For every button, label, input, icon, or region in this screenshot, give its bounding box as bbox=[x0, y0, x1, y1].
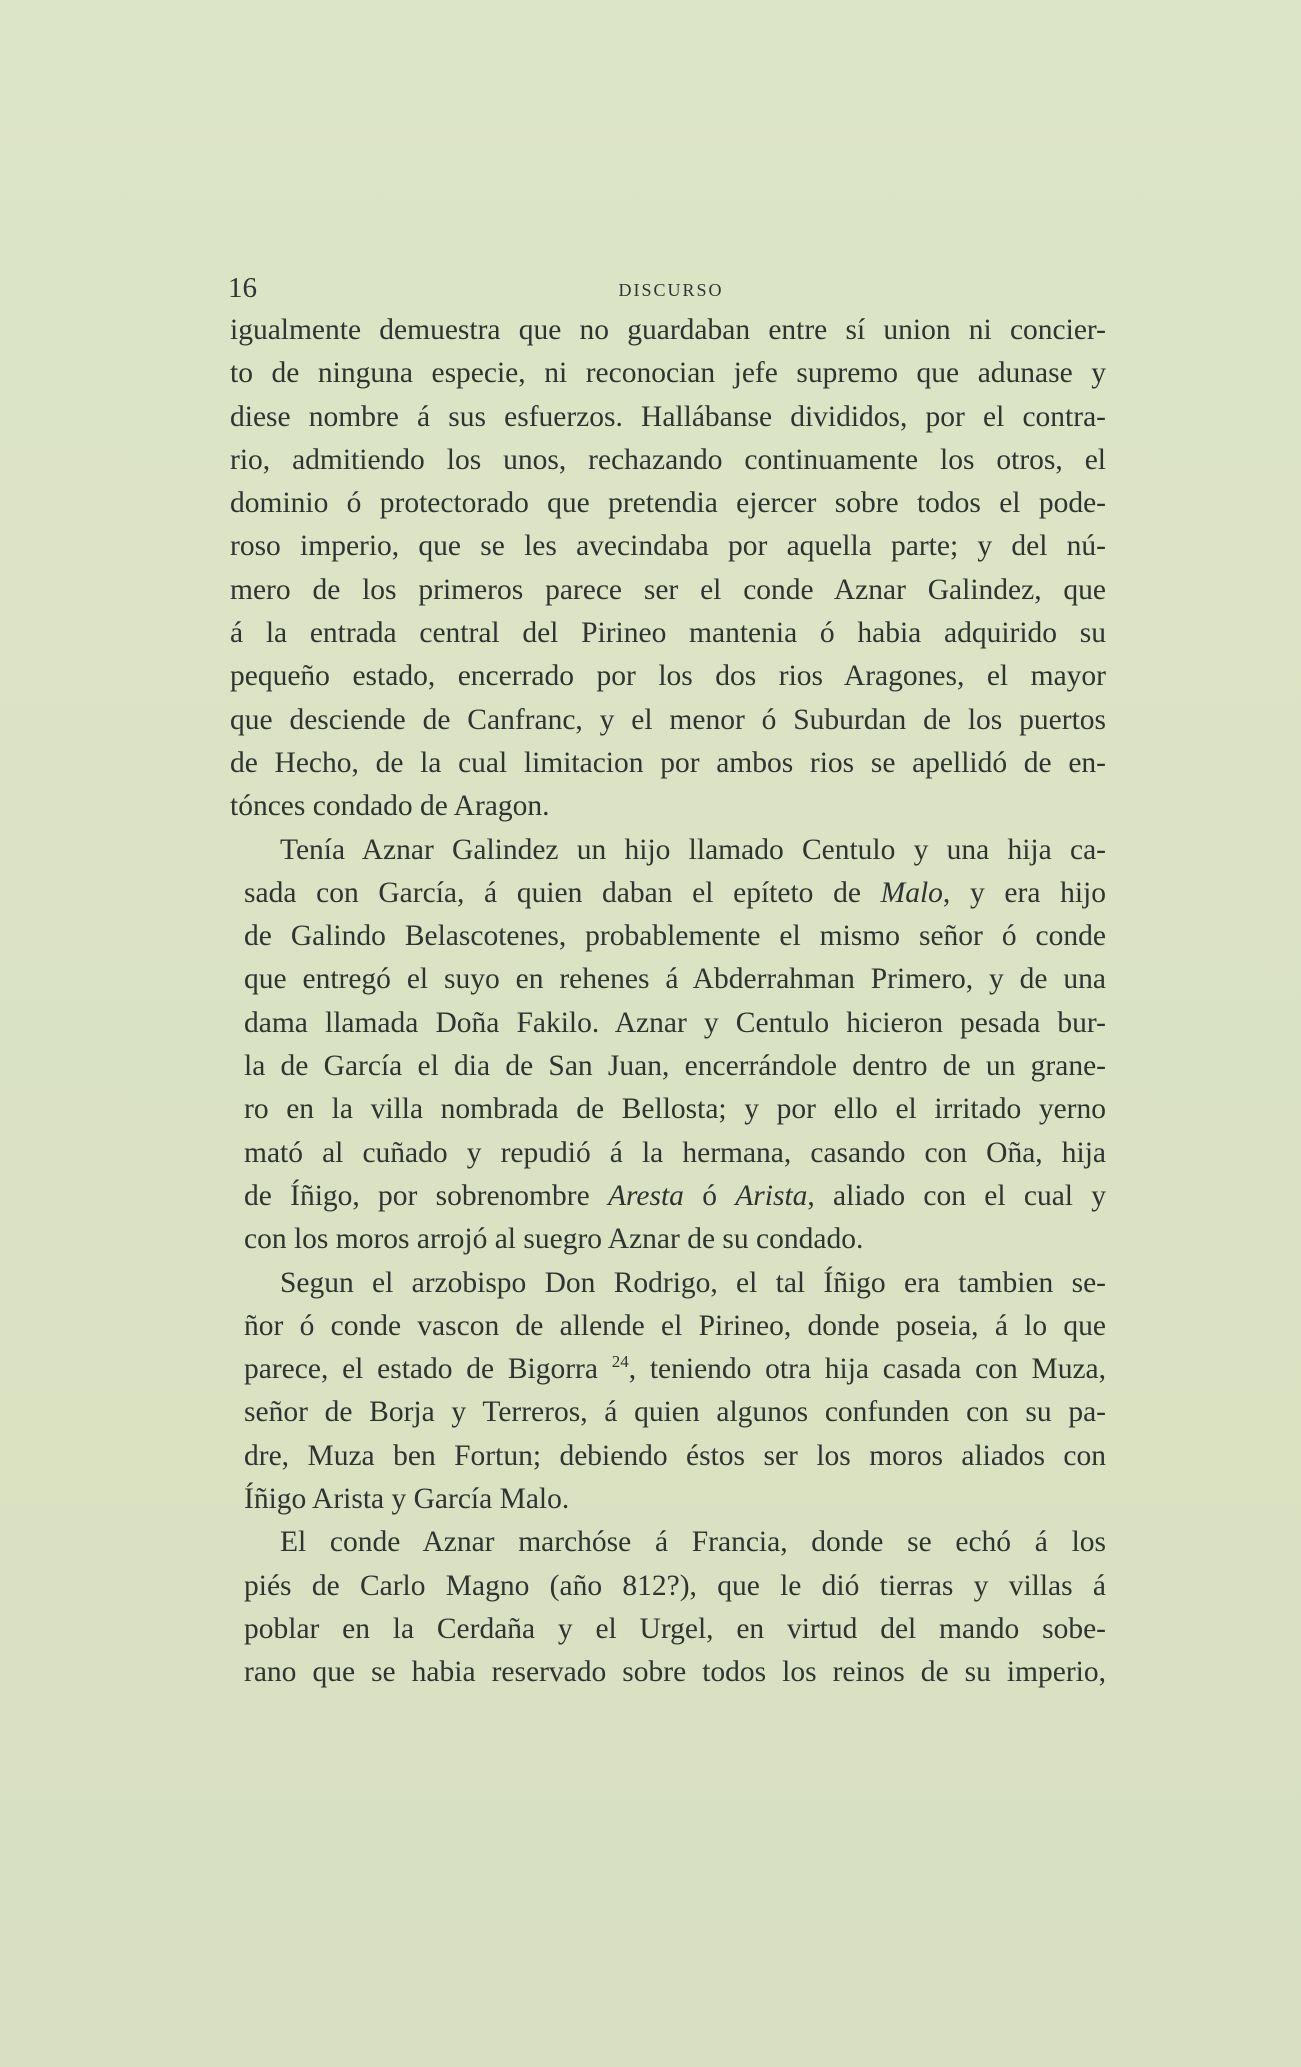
footnote-marker: 24 bbox=[611, 1352, 629, 1372]
text-line: to de ninguna especie, ni reconocian jefe supremo que adunase y bbox=[230, 357, 1106, 390]
text-line: ro en la villa nombrada de Bellosta; y por ello el irritado yerno bbox=[244, 1093, 1106, 1126]
text-line: mató al cuñado y repudió á la hermana, casando con Oña, hija bbox=[244, 1136, 1106, 1169]
text-line: á la entrada central del Pirineo mantenia ó habia adquirido su bbox=[230, 617, 1106, 650]
text-line: la de García el dia de San Juan, encerrándole dentro de un grane- bbox=[244, 1050, 1106, 1083]
text-line-mixed bbox=[230, 1175, 1106, 1218]
text-line: dre, Muza ben Fortun; debiendo éstos ser los moros aliados con bbox=[244, 1439, 1106, 1472]
text-segment: , y era hijo bbox=[942, 876, 1107, 909]
text-line: señor de Borja y Terreros, á quien algunos confunden con su pa- bbox=[244, 1396, 1106, 1429]
text-line: roso imperio, que se les avecindaba por aquella parte; y del nú- bbox=[230, 530, 1106, 563]
body-text bbox=[230, 309, 1106, 1695]
text-line: mero de los primeros parece ser el conde Aznar Galindez, que bbox=[230, 573, 1106, 606]
text-line: de Galindo Belascotenes, probablemente el mismo señor ó conde bbox=[244, 920, 1106, 953]
text-segment: sada con García, á quien daban el epíteto de bbox=[244, 876, 861, 909]
text-segment: , teniendo otra hija casada con Muza, bbox=[628, 1353, 1107, 1386]
text-line: El conde Aznar marchóse á Francia, donde se echó á los bbox=[280, 1526, 1106, 1559]
text-line: dama llamada Doña Fakilo. Aznar y Centulo hicieron pesada bur- bbox=[244, 1006, 1106, 1039]
running-head bbox=[228, 268, 1114, 308]
text-line-mixed bbox=[230, 872, 1106, 915]
text-line: tónces condado de Aragon. bbox=[230, 790, 550, 823]
text-line: con los moros arrojó al suegro Aznar de su condado. bbox=[244, 1223, 864, 1256]
text-segment: de Íñigo, por sobrenombre bbox=[244, 1179, 590, 1212]
page-number: 16 bbox=[228, 272, 257, 304]
text-line: diese nombre á sus esfuerzos. Hallábanse divididos, por el contra- bbox=[230, 400, 1106, 433]
italic-term: Aresta bbox=[607, 1179, 684, 1212]
text-line: que desciende de Canfranc, y el menor ó Suburdan de los puertos bbox=[230, 703, 1106, 736]
text-line: Segun el arzobispo Don Rodrigo, el tal Íñigo era tambien se- bbox=[280, 1266, 1106, 1299]
text-line: Tenía Aznar Galindez un hijo llamado Centulo y una hija ca- bbox=[280, 833, 1106, 866]
text-line-mixed bbox=[230, 1348, 1106, 1391]
text-line: Íñigo Arista y García Malo. bbox=[244, 1483, 570, 1516]
running-title: DISCURSO bbox=[618, 280, 724, 300]
italic-term: Malo bbox=[880, 876, 943, 909]
text-line: dominio ó protectorado que pretendia ejercer sobre todos el pode- bbox=[230, 487, 1106, 520]
text-line: rio, admitiendo los unos, rechazando continuamente los otros, el bbox=[230, 443, 1106, 476]
text-line: que entregó el suyo en rehenes á Abderrahman Primero, y de una bbox=[244, 963, 1106, 996]
italic-term: Arista bbox=[735, 1179, 808, 1212]
text-segment: ó bbox=[702, 1179, 717, 1212]
text-line: piés de Carlo Magno (año 812?), que le dió tierras y villas á bbox=[244, 1569, 1106, 1602]
text-line: pequeño estado, encerrado por los dos rios Aragones, el mayor bbox=[230, 660, 1106, 693]
text-segment: , aliado con el cual y bbox=[807, 1179, 1107, 1212]
text-line: rano que se habia reservado sobre todos los reinos de su imperio, bbox=[244, 1656, 1106, 1689]
text-line: ñor ó conde vascon de allende el Pirineo, donde poseia, á lo que bbox=[244, 1309, 1106, 1342]
text-line: igualmente demuestra que no guardaban entre sí union ni concier- bbox=[230, 314, 1106, 346]
text-line: poblar en la Cerdaña y el Urgel, en virtud del mando sobe- bbox=[244, 1612, 1106, 1645]
text-line: de Hecho, de la cual limitacion por ambos rios se apellidó de en- bbox=[230, 746, 1106, 779]
text-segment: parece, el estado de Bigorra bbox=[244, 1353, 598, 1386]
